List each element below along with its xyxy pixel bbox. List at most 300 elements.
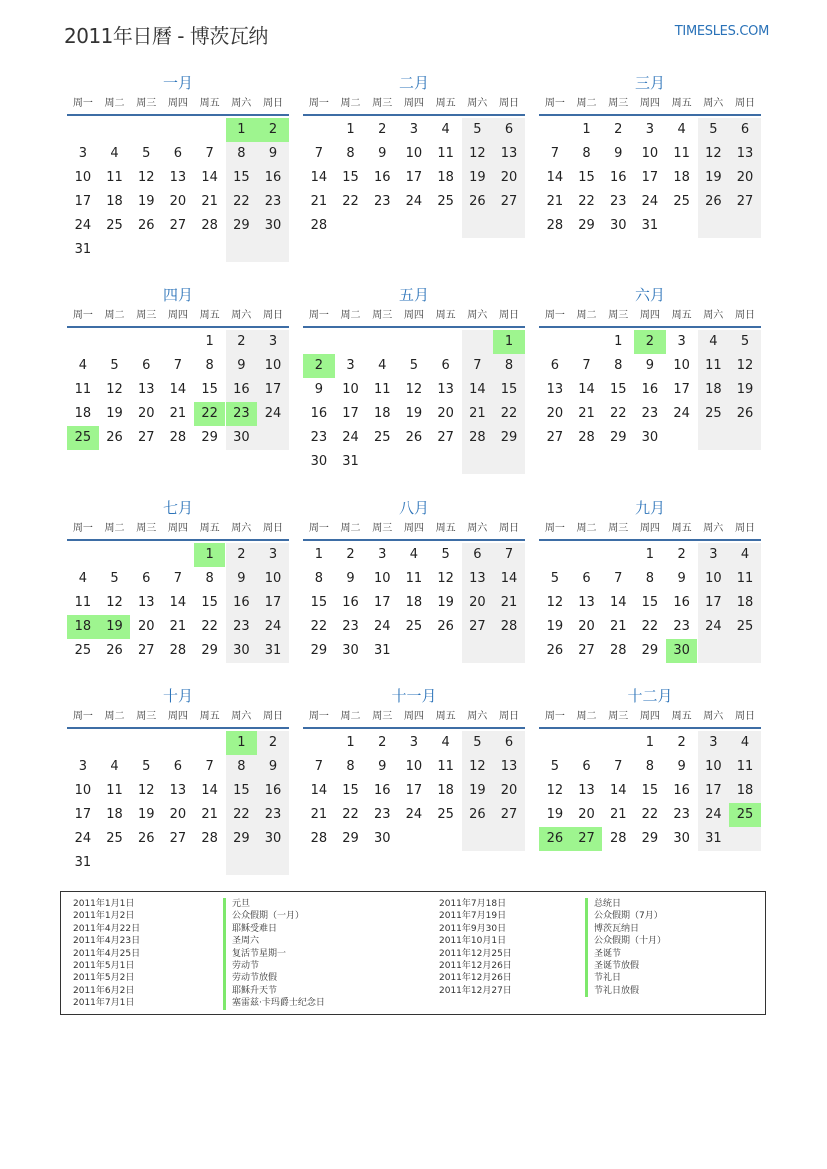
day-cell: 3 [709,547,718,562]
day-cell: 30 [233,430,250,445]
day-cell: 6 [504,122,514,137]
day-cell: 24 [373,619,391,634]
day-cell: 7 [473,358,482,373]
day-cell: 31 [641,218,659,233]
holiday-day: 23 [226,402,258,426]
day-cell: 4 [78,358,87,373]
day-cell: 5 [441,547,450,562]
day-cell: 1 [346,735,355,750]
day-cell: 17 [673,382,690,397]
month-name: 七月 [162,499,193,517]
day-cell: 3 [409,735,419,750]
month-block [303,72,525,262]
day-grid [303,330,525,474]
day-cell: 16 [373,783,391,798]
day-cell: 27 [137,430,155,445]
weekday-label: 周五 [435,98,456,109]
weekday-label: 周六 [467,523,488,534]
weekday-label: 周四 [403,711,424,722]
day-cell: 15 [609,382,627,397]
month-block [303,497,525,687]
day-cell: 13 [500,759,518,774]
day-cell: 2 [378,122,387,137]
day-cell: 24 [673,406,690,421]
weekday-label: 周一 [544,98,565,109]
month-block [539,284,761,474]
day-cell: 9 [378,146,387,161]
weekday-label: 周三 [136,711,157,722]
day-cell: 30 [609,218,627,233]
weekday-label: 周五 [671,98,692,109]
legend-holiday-name: 劳动节 [223,960,325,972]
day-cell: 26 [705,194,722,209]
day-cell: 9 [268,146,278,161]
day-cell: 16 [342,595,359,610]
day-cell: 19 [137,194,155,209]
day-cell: 15 [233,783,250,798]
day-cell: 23 [310,430,328,445]
day-cell: 8 [237,146,246,161]
day-cell: 4 [709,334,718,349]
weekday-label: 周六 [467,310,488,321]
day-grid [539,330,761,474]
day-cell: 17 [405,170,423,185]
day-cell: 13 [469,571,486,586]
day-cell: 26 [546,643,564,658]
day-cell: 30 [264,218,282,233]
day-cell: 29 [201,430,218,445]
weekday-label: 周一 [544,711,565,722]
day-cell: 20 [137,619,155,634]
legend-names-right [585,898,666,997]
day-cell: 29 [201,643,218,658]
day-cell: 9 [268,759,278,774]
day-cell: 20 [578,807,595,822]
legend-holiday-name: 圣诞节 [585,948,666,960]
day-cell: 21 [609,619,627,634]
day-cell: 11 [705,358,722,373]
day-cell: 21 [201,194,218,209]
weekday-header [539,707,761,729]
day-cell: 17 [264,382,282,397]
day-cell: 21 [310,194,328,209]
month-block [67,72,289,262]
weekday-label: 周五 [435,310,456,321]
day-cell: 1 [346,122,355,137]
legend-holiday-name: 公众假期（7月） [585,910,666,922]
day-cell: 19 [405,406,423,421]
legend-holiday-name: 元旦 [223,898,325,910]
day-cell: 25 [736,619,754,634]
day-cell: 2 [378,735,387,750]
day-cell: 1 [314,547,323,562]
day-cell: 14 [546,170,564,185]
day-cell: 11 [736,571,754,586]
day-cell: 10 [264,571,282,586]
day-cell: 10 [705,571,722,586]
day-cell: 25 [437,807,454,822]
month-name: 六月 [634,286,665,304]
day-cell: 5 [550,571,559,586]
day-cell: 5 [709,122,718,137]
holiday-day: 18 [67,615,99,639]
day-cell: 6 [173,146,183,161]
legend-date: 2011年1月1日 [73,899,135,909]
day-cell: 16 [310,406,328,421]
holiday-day: 2 [634,330,666,354]
day-cell: 6 [582,571,591,586]
weekday-label: 周一 [544,523,565,534]
day-cell: 12 [469,146,486,161]
holiday-day: 25 [729,803,761,827]
weekday-label: 周四 [167,98,188,109]
day-cell: 19 [106,406,123,421]
weekday-header [67,94,289,116]
day-cell: 21 [310,807,328,822]
day-cell: 14 [310,783,328,798]
day-cell: 14 [609,595,627,610]
day-cell: 20 [137,406,155,421]
day-cell: 23 [373,807,391,822]
day-cell: 16 [673,595,690,610]
weekday-label: 周六 [703,711,724,722]
day-cell: 3 [709,735,718,750]
month-name: 八月 [398,499,429,517]
legend-date: 2011年4月22日 [73,923,141,934]
weekday-label: 周三 [136,523,157,534]
day-cell: 28 [201,218,218,233]
day-cell: 22 [500,406,518,421]
weekday-label: 周日 [262,98,283,109]
day-cell: 23 [233,619,250,634]
day-cell: 10 [705,759,722,774]
legend-date: 2011年12月26日 [439,973,512,984]
day-cell: 28 [578,430,595,445]
weekday-label: 周二 [104,310,125,321]
day-grid [67,118,289,262]
day-cell: 7 [205,146,214,161]
day-cell: 17 [705,783,722,798]
day-cell: 20 [578,619,595,634]
day-cell: 3 [677,334,686,349]
day-cell: 27 [500,194,518,209]
day-cell: 8 [504,358,514,373]
day-grid [539,543,761,687]
day-cell: 6 [142,358,151,373]
holiday-day: 27 [571,827,603,851]
weekday-label: 周六 [703,523,724,534]
legend-holiday-name: 耶稣受难日 [223,923,325,935]
day-cell: 3 [409,122,419,137]
day-cell: 11 [736,759,754,774]
day-cell: 24 [641,194,659,209]
weekday-label: 周一 [72,523,93,534]
day-cell: 15 [201,382,218,397]
day-cell: 21 [201,807,218,822]
weekday-label: 周三 [136,310,157,321]
day-cell: 20 [169,807,187,822]
weekday-label: 周日 [734,310,755,321]
site-name[interactable]: TIMESLES.COM [674,24,769,39]
day-cell: 6 [582,759,591,774]
day-cell: 26 [469,194,486,209]
day-cell: 24 [405,807,423,822]
day-cell: 31 [74,242,92,257]
weekday-label: 周五 [199,310,220,321]
weekday-label: 周日 [262,523,283,534]
day-cell: 24 [264,619,282,634]
day-cell: 25 [705,406,722,421]
weekday-label: 周六 [703,310,724,321]
weekday-label: 周日 [734,98,755,109]
legend-holiday-name: 劳动节放假 [223,972,325,984]
day-cell: 16 [609,170,627,185]
holiday-day: 2 [257,118,289,142]
day-cell: 16 [264,783,282,798]
day-cell: 9 [346,571,355,586]
day-cell: 4 [409,547,419,562]
day-cell: 27 [546,430,564,445]
day-cell: 18 [106,807,123,822]
weekday-label: 周一 [544,310,565,321]
day-cell: 16 [641,382,659,397]
day-cell: 15 [342,170,359,185]
day-cell: 28 [469,430,486,445]
day-cell: 7 [614,571,623,586]
day-cell: 3 [645,122,655,137]
day-cell: 3 [346,358,355,373]
day-cell: 30 [233,643,250,658]
day-cell: 1 [614,334,623,349]
weekday-label: 周四 [167,711,188,722]
day-cell: 29 [641,643,659,658]
day-cell: 12 [546,595,564,610]
day-cell: 22 [641,807,659,822]
weekday-header [303,707,525,729]
day-cell: 4 [110,146,119,161]
day-cell: 24 [74,218,92,233]
day-cell: 18 [437,170,454,185]
day-cell: 13 [500,146,518,161]
weekday-header [67,707,289,729]
day-cell: 5 [409,358,419,373]
day-cell: 4 [441,735,450,750]
day-cell: 27 [437,430,454,445]
weekday-label: 周四 [639,310,660,321]
day-cell: 30 [673,831,690,846]
day-cell: 17 [641,170,659,185]
legend-date: 2011年4月25日 [73,948,141,959]
weekday-header [67,519,289,541]
day-cell: 26 [736,406,754,421]
weekday-header [539,519,761,541]
holiday-day: 25 [67,426,99,450]
day-cell: 5 [473,735,482,750]
day-cell: 1 [205,334,214,349]
day-cell: 9 [314,382,323,397]
day-cell: 13 [578,595,595,610]
weekday-label: 周一 [72,98,93,109]
day-grid [539,731,761,875]
day-cell: 15 [310,595,328,610]
day-cell: 31 [74,855,92,870]
month-block [539,72,761,262]
weekday-label: 周四 [639,711,660,722]
day-cell: 11 [673,146,690,161]
day-cell: 11 [106,783,123,798]
holiday-day: 19 [99,615,131,639]
legend-date: 2011年10月1日 [439,936,507,947]
day-cell: 29 [342,831,359,846]
day-grid [303,731,525,875]
month-name: 一月 [162,74,193,92]
day-cell: 7 [614,759,623,774]
day-cell: 23 [264,807,282,822]
day-cell: 29 [578,218,595,233]
weekday-label: 周二 [104,523,125,534]
day-cell: 24 [705,619,722,634]
legend-date: 2011年1月2日 [73,911,135,922]
day-cell: 2 [614,122,623,137]
day-cell: 13 [169,783,187,798]
day-cell: 5 [110,571,119,586]
day-cell: 4 [740,547,750,562]
day-cell: 27 [578,643,595,658]
weekday-label: 周一 [72,711,93,722]
day-cell: 19 [469,783,486,798]
day-cell: 9 [645,358,655,373]
day-cell: 8 [645,571,655,586]
day-cell: 29 [500,430,518,445]
day-cell: 8 [582,146,591,161]
day-cell: 13 [578,783,595,798]
day-cell: 28 [609,643,627,658]
legend-holiday-name: 公众假期（一月） [223,910,325,922]
holiday-day: 30 [666,639,698,663]
weekday-label: 周二 [340,98,361,109]
day-cell: 10 [74,170,92,185]
day-cell: 31 [264,643,282,658]
day-cell: 16 [673,783,690,798]
day-cell: 26 [405,430,423,445]
day-cell: 22 [578,194,595,209]
weekday-label: 周日 [498,711,519,722]
day-cell: 25 [373,430,391,445]
month-name: 三月 [634,74,665,92]
weekday-label: 周四 [167,523,188,534]
day-cell: 12 [705,146,722,161]
day-cell: 16 [233,382,250,397]
weekday-label: 周日 [734,523,755,534]
day-cell: 21 [500,595,518,610]
weekday-label: 周一 [308,98,329,109]
day-cell: 19 [546,807,564,822]
month-name: 十一月 [391,687,437,705]
weekday-label: 周四 [403,523,424,534]
day-cell: 3 [268,547,278,562]
legend-date: 2011年4月23日 [73,936,141,947]
day-cell: 30 [641,430,659,445]
weekday-label: 周五 [671,523,692,534]
day-cell: 13 [169,170,187,185]
day-cell: 11 [405,571,423,586]
day-cell: 21 [169,406,187,421]
legend-date: 2011年5月1日 [73,960,135,971]
day-cell: 13 [546,382,564,397]
weekday-label: 周日 [498,310,519,321]
day-cell: 27 [169,831,187,846]
day-cell: 26 [469,807,486,822]
weekday-label: 周日 [262,310,283,321]
day-cell: 9 [614,146,623,161]
day-cell: 19 [736,382,754,397]
day-cell: 31 [373,643,391,658]
day-cell: 3 [78,759,87,774]
day-cell: 12 [736,358,754,373]
holiday-day: 26 [539,827,571,851]
day-cell: 3 [78,146,87,161]
month-block [539,497,761,687]
day-cell: 17 [74,194,92,209]
holiday-day: 1 [493,330,525,354]
day-cell: 11 [373,382,391,397]
day-cell: 10 [641,146,659,161]
day-cell: 28 [310,831,328,846]
day-cell: 19 [469,170,486,185]
day-cell: 7 [314,759,323,774]
day-cell: 15 [641,783,659,798]
day-cell: 14 [500,571,518,586]
weekday-label: 周五 [435,523,456,534]
legend-holiday-name: 节礼日放假 [585,985,666,997]
day-cell: 23 [264,194,282,209]
day-cell: 6 [473,547,482,562]
day-cell: 30 [342,643,359,658]
day-cell: 7 [582,358,591,373]
day-cell: 22 [233,807,250,822]
holiday-legend [60,891,766,1015]
day-cell: 6 [441,358,450,373]
day-cell: 15 [201,595,218,610]
weekday-label: 周四 [403,98,424,109]
day-cell: 23 [342,619,359,634]
weekday-label: 周二 [104,711,125,722]
day-cell: 7 [205,759,214,774]
day-cell: 25 [106,831,123,846]
weekday-label: 周六 [231,310,252,321]
legend-holiday-name: 博茨瓦纳日 [585,923,666,935]
day-cell: 18 [373,406,391,421]
weekday-label: 周二 [576,98,597,109]
day-cell: 5 [740,334,750,349]
day-cell: 5 [473,122,482,137]
weekday-label: 周二 [340,523,361,534]
weekday-label: 周四 [639,523,660,534]
legend-holiday-name: 塞雷兹·卡玛爵士纪念日 [223,997,325,1009]
weekday-label: 周五 [199,711,220,722]
day-cell: 17 [264,595,282,610]
day-cell: 9 [677,571,686,586]
legend-holiday-name: 耶稣升天节 [223,985,325,997]
day-cell: 29 [233,831,250,846]
legend-holiday-name: 总统日 [585,898,666,910]
day-cell: 17 [405,783,423,798]
day-cell: 20 [736,170,754,185]
day-cell: 5 [142,759,151,774]
day-cell: 25 [74,643,92,658]
legend-date: 2011年12月26日 [439,960,512,971]
day-cell: 4 [110,759,119,774]
